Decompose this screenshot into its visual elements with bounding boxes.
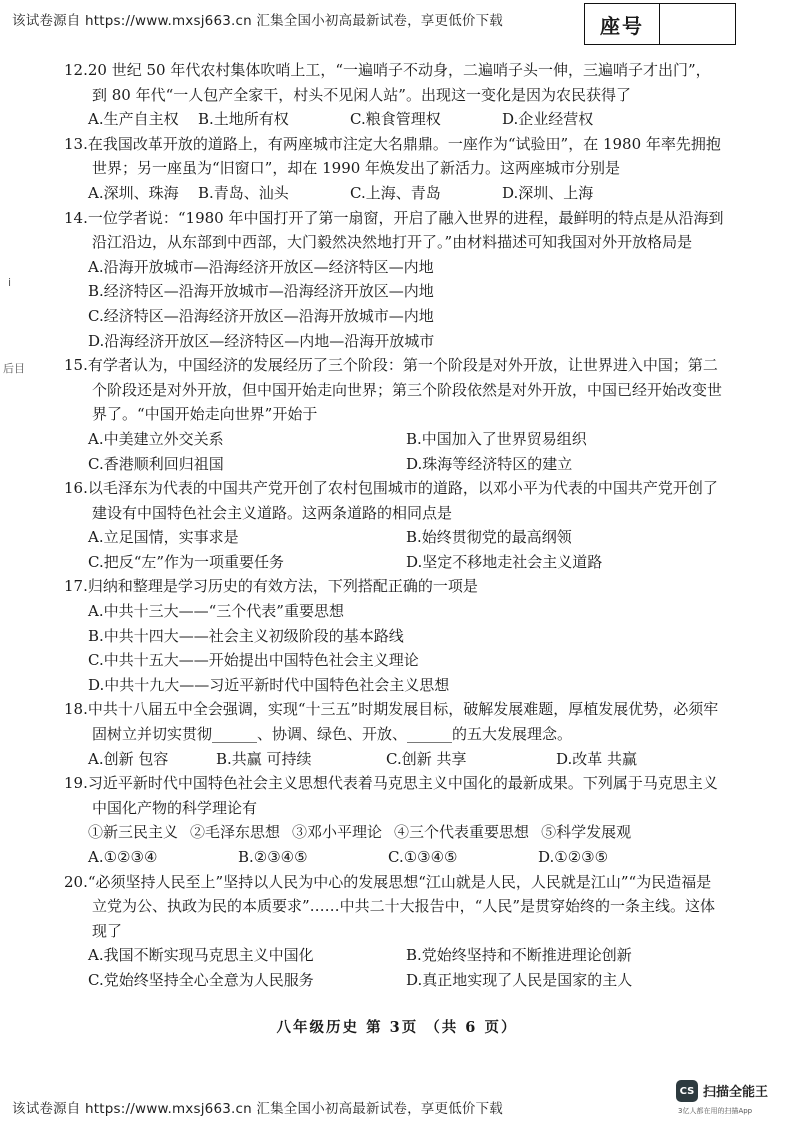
options-row [64,452,724,477]
option-c: C.经济特区—沿海经济开放区—沿海开放城市—内地 [88,306,434,325]
seat-label: 座号 [585,4,660,44]
option-a: A.中美建立外交关系 [88,429,224,448]
statement-item: ④三个代表重要思想 [394,823,530,842]
scanner-app-name: 扫描全能王 [703,1085,769,1100]
statement-item: ①新三民主义 [88,823,179,842]
options-row [64,525,724,550]
option-d: D.改革 共赢 [556,749,638,768]
option-d: D.珠海等经济特区的建立 [406,454,573,473]
questions-area [64,58,724,993]
option-a: A.我国不断实现马克思主义中国化 [88,946,314,965]
question-20 [64,870,724,993]
option-d: D.坚定不移地走社会主义道路 [406,552,603,571]
option-c: C.创新 共享 [386,749,467,768]
option-d: D.①②③⑤ [538,848,609,866]
page-footer: 八年级历史 第 3页 （共 6 页） [276,1019,518,1036]
question-16 [64,476,724,574]
camscanner-logo-icon: CS [676,1080,698,1102]
option-b: B.中共十四大——社会主义初级阶段的基本路线 [88,626,404,645]
option-c: C.粮食管理权 [350,110,441,129]
option-a: A.创新 包容 [88,749,169,768]
question-18 [64,697,724,771]
options-row [64,943,724,968]
option-c: C.党始终坚持全心全意为人民服务 [88,970,314,989]
option-a: A.生产自主权 [88,110,179,129]
statement-items [64,820,724,845]
option-b: B.青岛、汕头 [198,183,289,202]
option-d: D.真正地实现了人民是国家的主人 [406,970,633,989]
option-c: C.①③④⑤ [388,848,458,866]
option-c: C.中共十五大——开始提出中国特色社会主义理论 [88,651,419,670]
options-row [64,845,724,870]
option-d: D.企业经营权 [502,110,594,129]
margin-mark-2: 后目 [3,362,25,375]
seat-number-blank [660,4,735,44]
options-row [64,427,724,452]
option-a: A.深圳、珠海 [88,183,179,202]
question-stem: 13.在我国改革开放的道路上，有两座城市注定大名鼎鼎。一座作为“试验田”，在 1980 年率先拥抱世界；另一座虽为“旧窗口”，却在 1990 年焕发出了新活力。这两座城市分别是 [64,134,721,178]
scanner-tagline: 3亿人都在用的扫描App [678,1107,753,1115]
option-b: B.党始终坚持和不断推进理论创新 [406,946,632,965]
option-d: D.沿海经济开放区—经济特区—内地—沿海开放城市 [88,331,435,350]
options-row [64,550,724,575]
question-17 [64,574,724,697]
option-a: A.中共十三大——“三个代表”重要思想 [88,602,344,621]
option-b: B.共赢 可持续 [216,749,312,768]
question-13 [64,132,724,206]
question-stem: 15.有学者认为，中国经济的发展经历了三个阶段：第一个阶段是对外开放，让世界进入中国；第二个阶段还是对外开放，但中国开始走向世界；第三个阶段依然是对外开放，中国已经开始改变世界了。“中国开始走向世界”开始于 [64,356,723,424]
question-stem: 17.归纳和整理是学习历史的有效方法，下列搭配正确的一项是 [64,577,478,596]
source-banner-top: 该试卷源自 https://www.mxsj663.cn 汇集全国小初高最新试卷，享更低价下载 [12,13,504,29]
option-c: C.上海、青岛 [350,183,441,202]
question-15 [64,353,724,476]
statement-item: ③邓小平理论 [292,823,383,842]
margin-mark-1: i [8,276,12,289]
option-b: B.②③④⑤ [238,848,308,866]
option-a: A.立足国情，实事求是 [88,528,239,547]
scanner-watermark [676,1078,786,1120]
option-c: C.香港顺利回归祖国 [88,454,224,473]
statement-item: ②毛泽东思想 [190,823,281,842]
statement-item: ⑤科学发展观 [541,823,632,842]
option-b: B.经济特区—沿海开放城市—沿海经济开放区—内地 [88,282,434,301]
question-stem: 16.以毛泽东为代表的中国共产党开创了农村包围城市的道路，以邓小平为代表的中国共产党开创了建设有中国特色社会主义道路。这两条道路的相同点是 [64,479,718,522]
question-stem: 20.“必须坚持人民至上”坚持以人民为中心的发展思想“江山就是人民，人民就是江山”“为民造福是立党为公、执政为民的本质要求”……中共二十大报告中，“人民”是贯穿始终的一条主线。这体现了 [64,872,716,940]
option-d: D.中共十九大——习近平新时代中国特色社会主义思想 [88,675,450,694]
option-b: B.始终贯彻党的最高纲领 [406,528,572,547]
option-d: D.深圳、上海 [502,183,594,202]
question-12 [64,58,724,132]
options-row [64,747,724,772]
question-stem: 19.习近平新时代中国特色社会主义思想代表着马克思主义中国化的最新成果。下列属于马克思主义中国化产物的科学理论有 [64,774,718,817]
option-b: B.中国加入了世界贸易组织 [406,429,587,448]
option-c: C.把反“左”作为一项重要任务 [88,552,285,571]
question-stem: 18.中共十八届五中全会强调，实现“十三五”时期发展目标，破解发展难题，厚植发展优势，必须牢固树立并切实贯彻______、协调、绿色、开放、______的五大发展理念。 [64,700,719,744]
options-row [64,107,724,132]
option-a: A.沿海开放城市—沿海经济开放区—经济特区—内地 [88,257,434,276]
question-stem: 12.20 世纪 50 年代农村集体吹哨上工，“一遍哨子不动身，二遍哨子头一伸，三遍哨子才出门”，到 80 年代“一人包产全家干，村头不见闲人站”。出现这一变化是因为农民获得了 [64,61,711,104]
options-row [64,968,724,993]
question-stem: 14.一位学者说：“1980 年中国打开了第一扇窗，开启了融入世界的进程，最鲜明的特点是从沿海到沿江沿边，从东部到中西部，大门毅然决然地打开了。”由材料描述可知我国对外开放格局是 [64,208,724,252]
source-banner-bottom: 该试卷源自 https://www.mxsj663.cn 汇集全国小初高最新试卷，享更低价下载 [12,1101,504,1117]
option-a: A.①②③④ [88,848,158,866]
option-b: B.土地所有权 [198,110,289,129]
seat-number-box [584,3,736,45]
options-row [64,181,724,206]
question-14 [64,206,724,354]
question-19 [64,771,724,869]
